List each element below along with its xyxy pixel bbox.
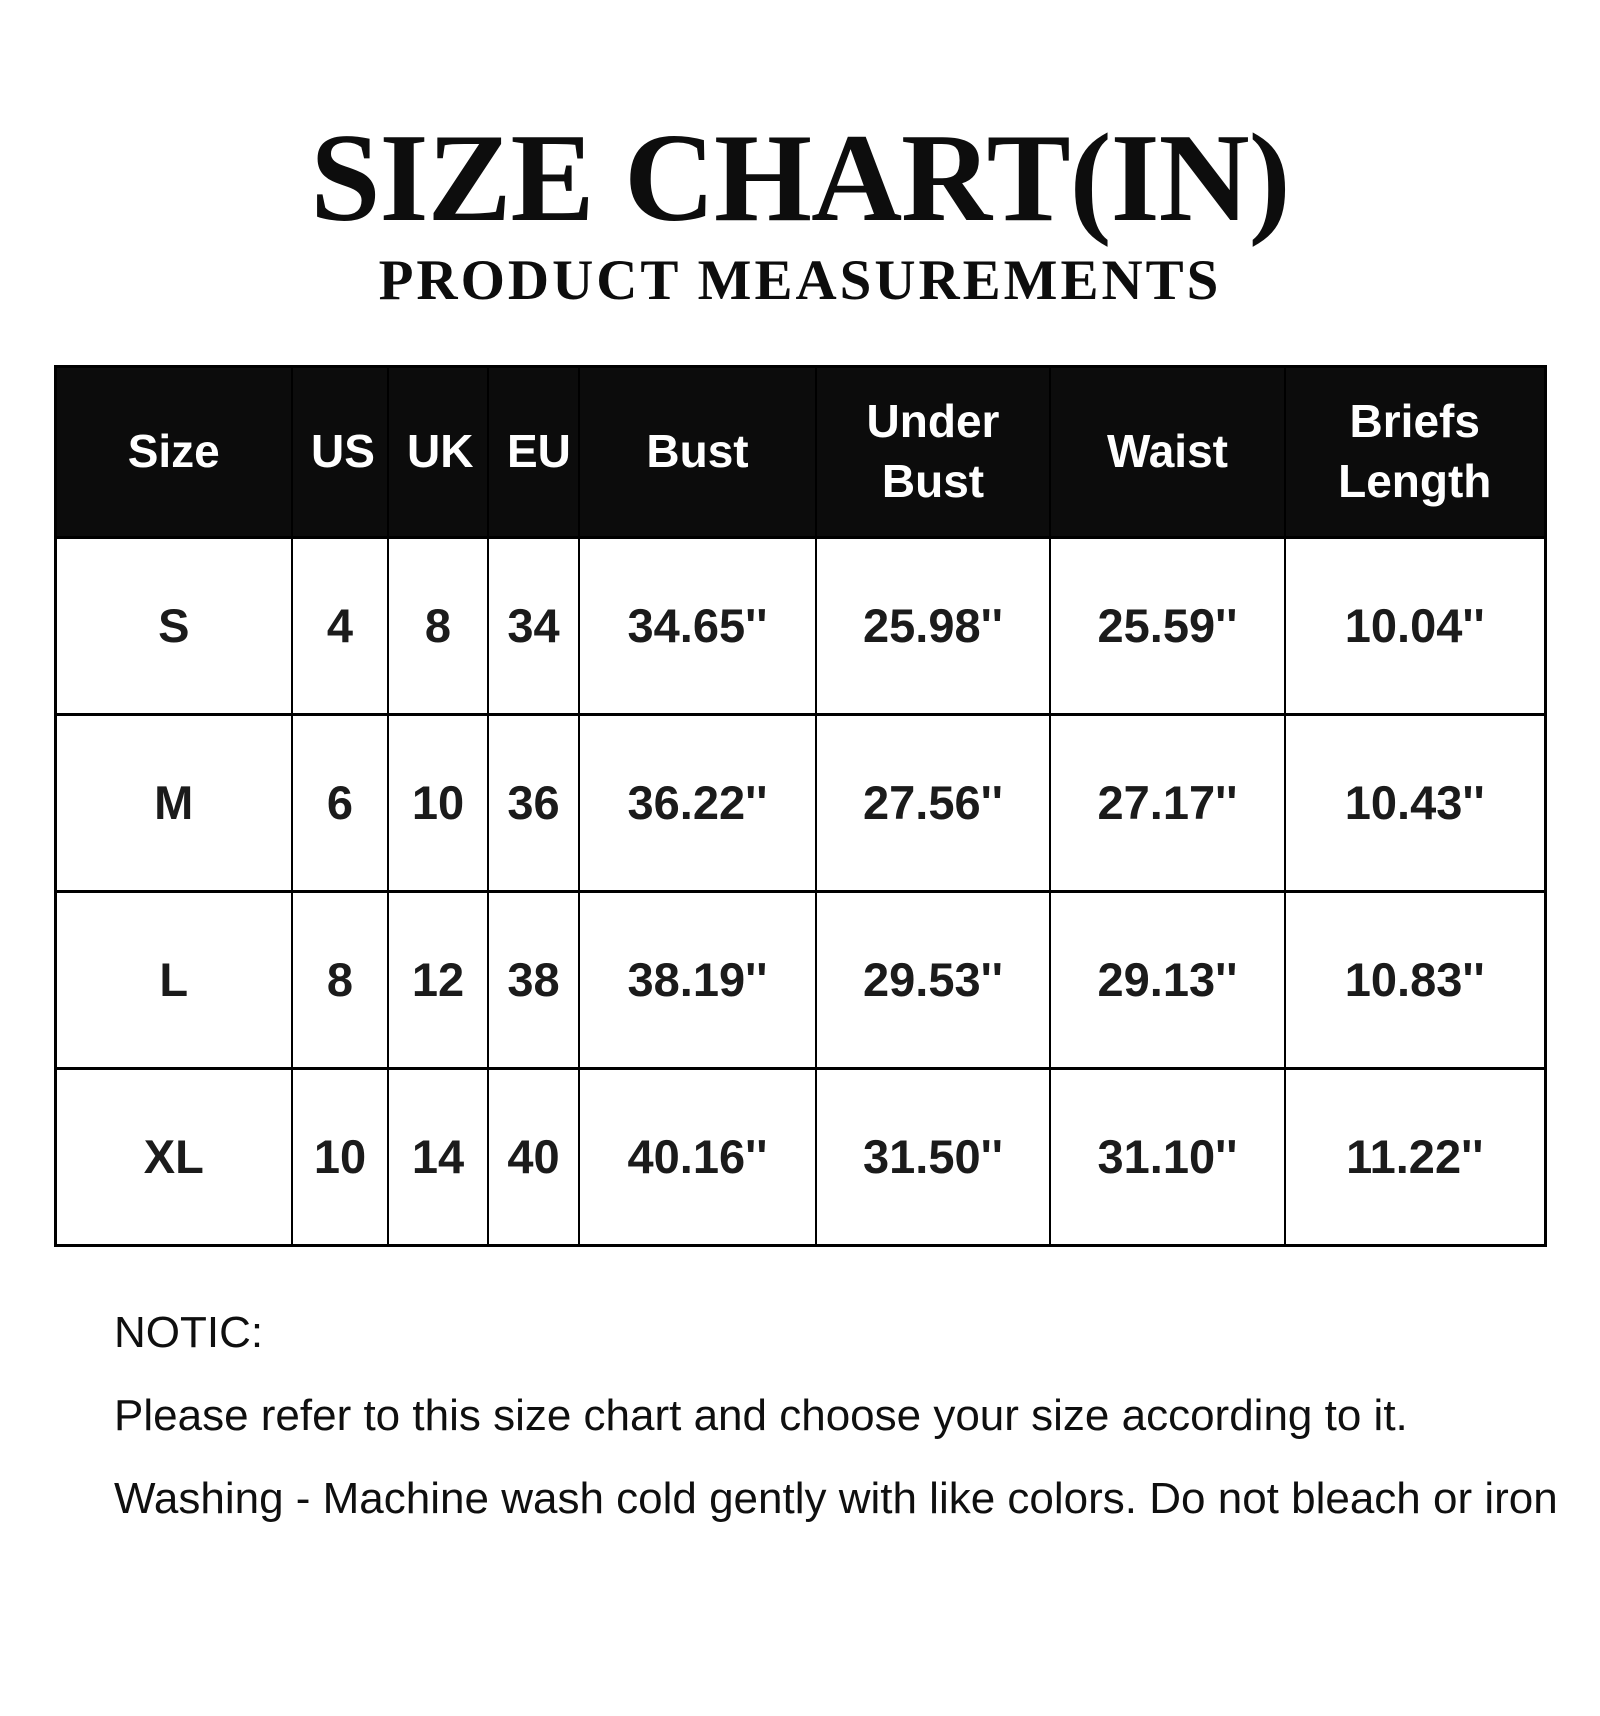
page-subtitle: PRODUCT MEASUREMENTS bbox=[378, 249, 1222, 312]
col-header-under-bust: Under Bust bbox=[816, 366, 1050, 537]
cell-l-eu: 38 bbox=[488, 891, 579, 1068]
table-row-l bbox=[55, 891, 1545, 1068]
col-header-eu: EU bbox=[488, 366, 579, 537]
cell-s-briefs-length: 10.04'' bbox=[1285, 537, 1545, 714]
cell-m-us: 6 bbox=[292, 714, 388, 891]
table-row-s bbox=[55, 537, 1545, 714]
cell-xl-briefs-length: 11.22'' bbox=[1285, 1068, 1545, 1245]
cell-s-size: S bbox=[55, 537, 292, 714]
cell-m-size: M bbox=[55, 714, 292, 891]
cell-l-briefs-length: 10.83'' bbox=[1285, 891, 1545, 1068]
table-header-row bbox=[55, 366, 1545, 537]
cell-m-waist: 27.17'' bbox=[1050, 714, 1285, 891]
cell-xl-size: XL bbox=[55, 1068, 292, 1245]
col-header-size: Size bbox=[55, 366, 292, 537]
table-row-xl bbox=[55, 1068, 1545, 1245]
cell-xl-eu: 40 bbox=[488, 1068, 579, 1245]
cell-xl-waist: 31.10'' bbox=[1050, 1068, 1285, 1245]
size-chart-table bbox=[54, 365, 1547, 1247]
cell-xl-bust: 40.16'' bbox=[579, 1068, 816, 1245]
notes-heading: NOTIC: bbox=[114, 1307, 264, 1357]
size-chart-page bbox=[0, 109, 1600, 1716]
cell-l-uk: 12 bbox=[388, 891, 488, 1068]
table-row-m bbox=[55, 714, 1545, 891]
col-header-waist: Waist bbox=[1050, 366, 1285, 537]
cell-s-us: 4 bbox=[292, 537, 388, 714]
notes-line-washing: Washing - Machine wash cold gently with like colors. Do not bleach or iron bbox=[114, 1474, 1558, 1524]
cell-m-under-bust: 27.56'' bbox=[816, 714, 1050, 891]
cell-s-uk: 8 bbox=[388, 537, 488, 714]
cell-l-waist: 29.13'' bbox=[1050, 891, 1285, 1068]
cell-xl-uk: 14 bbox=[388, 1068, 488, 1245]
cell-s-under-bust: 25.98'' bbox=[816, 537, 1050, 714]
cell-s-waist: 25.59'' bbox=[1050, 537, 1285, 714]
cell-xl-us: 10 bbox=[292, 1068, 388, 1245]
cell-l-under-bust: 29.53'' bbox=[816, 891, 1050, 1068]
cell-s-eu: 34 bbox=[488, 537, 579, 714]
cell-m-uk: 10 bbox=[388, 714, 488, 891]
cell-l-size: L bbox=[55, 891, 292, 1068]
notes-line-size-advice: Please refer to this size chart and choose your size according to it. bbox=[114, 1391, 1408, 1441]
cell-m-bust: 36.22'' bbox=[579, 714, 816, 891]
col-header-bust: Bust bbox=[579, 366, 816, 537]
cell-s-bust: 34.65'' bbox=[579, 537, 816, 714]
cell-m-eu: 36 bbox=[488, 714, 579, 891]
page-title: SIZE CHART(IN) bbox=[310, 109, 1290, 248]
notes-section bbox=[114, 1303, 1600, 1529]
col-header-us: US bbox=[292, 366, 388, 537]
cell-xl-under-bust: 31.50'' bbox=[816, 1068, 1050, 1245]
cell-m-briefs-length: 10.43'' bbox=[1285, 714, 1545, 891]
col-header-briefs-length: Briefs Length bbox=[1285, 366, 1545, 537]
cell-l-bust: 38.19'' bbox=[579, 891, 816, 1068]
cell-l-us: 8 bbox=[292, 891, 388, 1068]
col-header-uk: UK bbox=[388, 366, 488, 537]
